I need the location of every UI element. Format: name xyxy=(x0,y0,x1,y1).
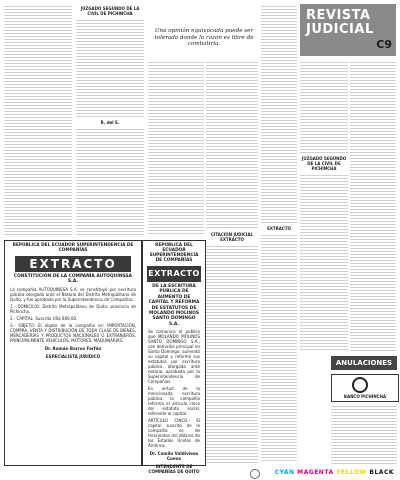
notice-autoquinssa xyxy=(4,240,142,466)
notice-left-signer: Dr. Román Barros Farfán xyxy=(44,345,102,351)
column-3-text xyxy=(148,60,204,236)
column-2-heading: JUZGADO SEGUNDO DE LA CIVIL DE PICHINCHA xyxy=(80,6,140,16)
bank-logo-icon xyxy=(352,377,368,393)
notice-right-body-2: En virtud de la mencionada escritura pública, la compañía reforma el artículo cinco del estatuto social, referente al capital. xyxy=(148,386,200,417)
notice-left-signer-title: ESPECIALISTA JURÍDICO xyxy=(45,353,101,359)
notice-left-body-1: La compañía AUTOQUINSSA S.A. se constituyó por escritura pública otorgada ante el Notario del Distrito Metropolitano de Quito, y fue aprobada por la Superintendencia de Compañías. xyxy=(10,286,136,302)
masthead-title-revista: REVISTA xyxy=(306,8,371,23)
color-magenta-label: MAGENTA xyxy=(297,469,334,476)
column-7 xyxy=(350,60,396,352)
column-2 xyxy=(76,4,144,236)
column-7-text xyxy=(350,60,396,352)
notice-left-authority: REPÚBLICA DEL ECUADOR SUPERINTENDENCIA DE COMPAÑÍAS xyxy=(12,243,134,253)
column-1-text xyxy=(4,4,72,236)
column-5 xyxy=(261,4,297,468)
column-3 xyxy=(148,60,204,236)
column-4-heading: CITACIÓN JUDICIAL EXTRACTO xyxy=(210,232,254,242)
anulaciones-banner: ANULACIONES xyxy=(331,356,397,370)
bank-logo-box xyxy=(331,374,399,402)
color-bar-labels xyxy=(275,469,394,476)
masthead xyxy=(300,4,396,56)
print-footer xyxy=(0,468,400,480)
notice-left-body-2: 1.- DOMICILIO: Distrito Metropolitano de Quito, provincia de Pichincha. xyxy=(10,303,136,314)
notice-molando xyxy=(142,240,206,475)
column-6-heading: JUZGADO SEGUNDO DE LA CIVIL DE PICHINCHA xyxy=(301,156,347,171)
notice-right-title: DE LA ESCRITURA PÚBLICA DE AUMENTO DE CAPITAL Y REFORMA DE ESTATUTOS DE MOLANDO MOLINOS SANTO DOMINGO S.A. xyxy=(148,284,200,327)
notice-left-title: CONSTITUCIÓN DE LA COMPAÑÍA AUTOQUINSSA S.A. xyxy=(13,274,133,285)
notice-left-body-3: 2.- CAPITAL: Suscrito US$ 800,00. xyxy=(10,315,78,321)
pull-quote-text: Una opinión equivocada puede ser tolerada donde la razón es libre de combatirla. xyxy=(154,28,254,48)
notice-left-body-4: 3.- OBJETO: El objeto de la compañía es: IMPORTACIÓN, COMPRA, VENTA Y DISTRIBUCIÓN DE TODA CLASE DE BIENES, MERCADERÍAS Y PRODUCTOS NACIONALES O EXTRANJEROS, PRINCIPALMENTE VEHÍCULOS, MOTORES, MAQUINARIAS. xyxy=(10,322,136,343)
notice-left-banner: EXTRACTO xyxy=(15,256,132,272)
masthead-title-judicial: JUDICIAL xyxy=(306,22,374,37)
column-7-lower xyxy=(331,404,397,466)
color-cyan-label: CYAN xyxy=(274,469,295,476)
notice-right-banner: EXTRACTO xyxy=(147,266,200,282)
color-yellow-label: YELLOW xyxy=(336,469,367,476)
notice-right-body-1: Se comunica al público que MOLANDO MOLINOS SANTO DOMINGO S.A., con domicilio principal en Santo Domingo, aumentó su capital y reformó sus estatutos por escritura pública otorgada ante notario, aprobada por la Superintendencia de Compañías. xyxy=(148,329,200,385)
notice-right-authority: REPÚBLICA DEL ECUADOR SUPERINTENDENCIA DE COMPAÑÍAS xyxy=(149,243,199,263)
notice-right-signer: Dr. Camilo Valdivieso Cueva xyxy=(149,451,199,462)
column-6 xyxy=(300,60,348,352)
column-4 xyxy=(206,60,258,468)
column-1 xyxy=(4,4,72,236)
column-2-subheading: R. del E. xyxy=(100,120,120,125)
bank-name: BANCO PICHINCHA xyxy=(343,394,387,399)
pull-quote xyxy=(152,28,256,56)
notice-right-body-3: ARTÍCULO CINCO.- El capital suscrito de la compañía es de trescientos mil dólares de los Estados Unidos de América. xyxy=(148,418,200,449)
color-black-label: BLACK xyxy=(369,469,394,476)
notice-right-signer-title: INTENDENTE DE COMPAÑÍAS DE QUITO xyxy=(148,464,200,475)
column-5-heading: EXTRACTO xyxy=(267,226,291,231)
page-number: C9 xyxy=(376,38,392,51)
registration-mark-icon xyxy=(250,469,260,479)
